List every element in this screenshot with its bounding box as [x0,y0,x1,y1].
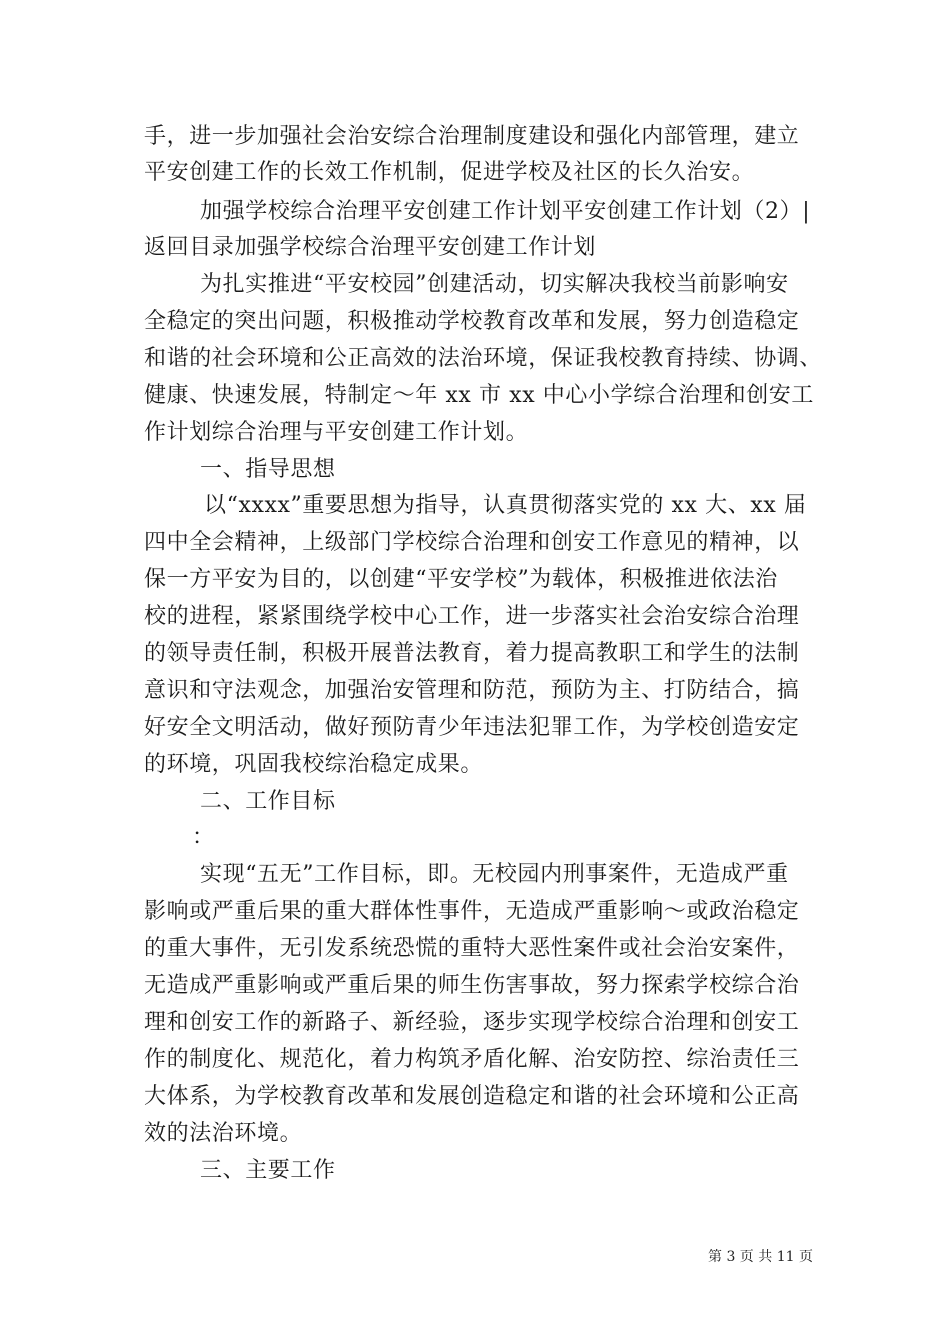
text-line: 作的制度化、规范化，着力构筑矛盾化解、治安防控、综治责任三 [144,1047,800,1072]
text-line: 理和创安工作的新路子、新经验，逐步实现学校综合治理和创安工 [144,1010,800,1035]
text-line: 为扎实推进“平安校园”创建活动，切实解决我校当前影响安 [200,272,789,297]
text-line: 加强学校综合治理平安创建工作计划平安创建工作计划（2）| [200,199,811,224]
text-line: 的重大事件，无引发系统恐慌的重特大恶性案件或社会治安案件， [144,936,800,961]
text-line: 影响或严重后果的重大群体性事件，无造成严重影响～或政治稳定 [144,899,800,924]
text-line: 无造成严重影响或严重后果的师生伤害事故，努力探索学校综合治 [144,973,800,998]
section-heading: 三、主要工作 [200,1158,336,1183]
text-line: 平安创建工作的长效工作机制，促进学校及社区的长久治安。 [144,160,755,185]
text-line: 效的法治环境。 [144,1121,303,1146]
text-line: 好安全文明活动，做好预防青少年违法犯罪工作，为学校创造安定 [144,715,800,740]
text-line: 健康、快速发展，特制定～年 xx 市 xx 中心小学综合治理和创安工 [144,383,815,408]
page-number: 第 3 页 共 11 页 [708,1249,813,1265]
text-line: 意识和守法观念，加强治安管理和防范，预防为主、打防结合，搞 [144,678,800,703]
text-line: 手，进一步加强社会治安综合治理制度建设和强化内部管理，建立 [144,124,800,149]
text-line: 作计划综合治理与平安创建工作计划。 [144,420,529,445]
section-heading: 二、工作目标 [200,789,336,814]
text-line: 和谐的社会环境和公正高效的法治环境，保证我校教育持续、协调、 [144,346,823,371]
text-line: 的领导责任制，积极开展普法教育，着力提高教职工和学生的法制 [144,641,800,666]
text-line: 保一方平安为目的，以创建“平安学校”为载体，积极推进依法治 [144,567,778,592]
text-line: 返回目录加强学校综合治理平安创建工作计划 [144,235,597,260]
text-line: 的环境，巩固我校综治稳定成果。 [144,752,484,777]
text-line: ： [192,825,215,850]
text-line: 实现“五无”工作目标，即。无校园内刑事案件，无造成严重 [200,862,789,887]
text-line: 校的进程，紧紧围绕学校中心工作，进一步落实社会治安综合治理 [144,604,800,629]
text-line: 大体系，为学校教育改革和发展创造稳定和谐的社会环境和公正高 [144,1084,800,1109]
text-line: 全稳定的突出问题，积极推动学校教育改革和发展，努力创造稳定 [144,309,800,334]
text-line: 以“xxxx”重要思想为指导，认真贯彻落实党的 xx 大、xx 届 [204,493,807,518]
section-heading: 一、指导思想 [200,457,336,482]
text-line: 四中全会精神，上级部门学校综合治理和创安工作意见的精神，以 [144,530,800,555]
